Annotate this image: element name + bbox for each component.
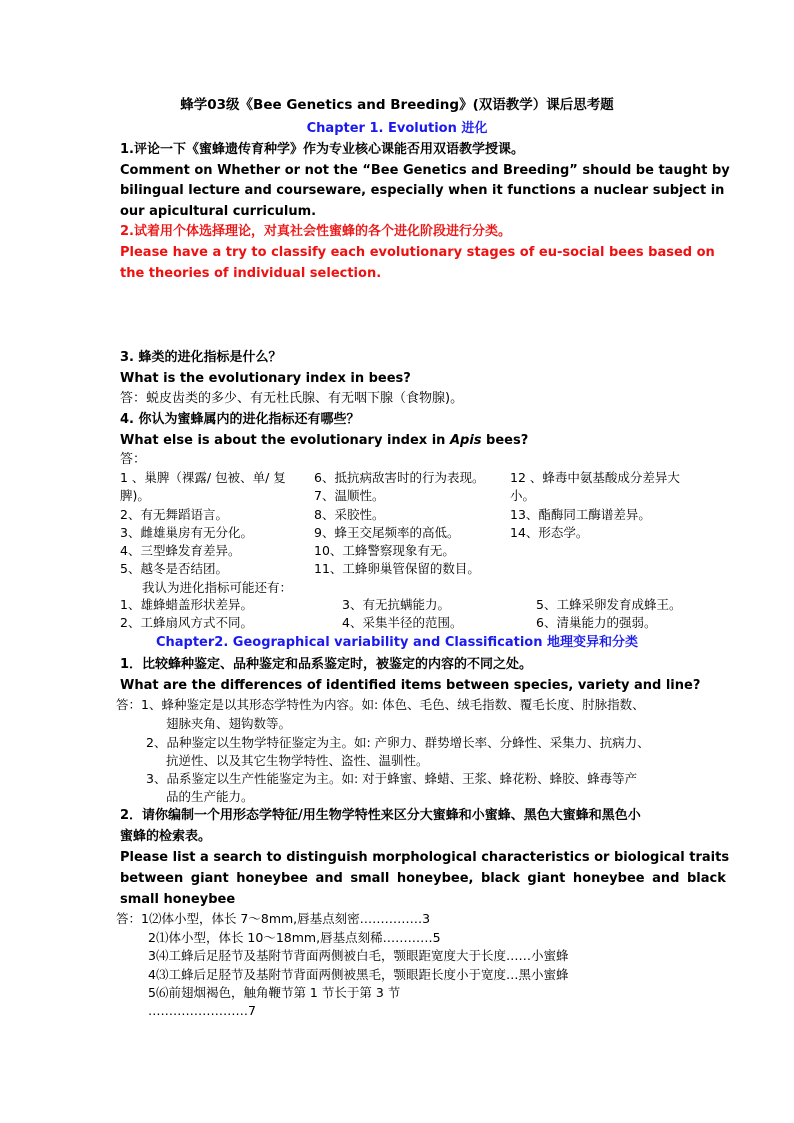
c2q1-chinese: 1．比较蜂种鉴定、品种鉴定和品系鉴定时，被鉴定的内容的不同之处。 [120, 657, 533, 672]
c2q1-answer-line: 抗逆性、以及其它生物学特性、盗性、温驯性。 [166, 753, 429, 768]
c2q2-english-line: Please list a search to distinguish morphological characteristics or biological traits [120, 850, 730, 865]
c2q1-english: What are the differences of identified items between species, variety and line? [120, 678, 701, 693]
q1-english-line: Comment on Whether or not the “Bee Genetics and Breeding” should be taught by [120, 163, 730, 178]
q3-answer: 答：蜕皮齿类的多少、有无杜氏腺、有无咽下腺（食物腺)。 [120, 391, 464, 406]
c2q1-answer-line: 品的生产能力。 [166, 789, 254, 804]
c2q2-chinese-line: 2．请你编制一个用形态学特征/用生物学特性来区分大蜜蜂和小蜜蜂、黑色大蜜蜂和黑色小 [120, 808, 641, 823]
q1-english-line: bilingual lecture and courseware, especially when it functions a nuclear subject in [120, 183, 725, 198]
key-line: ……………………7 [148, 1003, 256, 1018]
q2-english-line: the theories of individual selection. [120, 266, 382, 281]
q3-english: What is the evolutionary index in bees? [120, 371, 411, 386]
c2q2-english-line: between giant honeybee and small honeybee, black giant honeybee and black [120, 871, 726, 886]
q4-answer-label: 答： [120, 452, 147, 467]
chapter2-heading: Chapter2. Geographical variability and Classification 地理变异和分类 [155, 635, 639, 650]
key-line: 2⑴体小型，体长 10～18mm,唇基点刻稀…………5 [148, 930, 441, 945]
c2q1-answer-line: 3、品系鉴定以生产性能鉴定为主。如: 对于蜂蜜、蜂蜡、王浆、蜂花粉、蜂胶、蜂毒等产 [146, 771, 638, 786]
key-line: 答：1⑵体小型，体长 7～8mm,唇基点刻密……………3 [116, 911, 431, 926]
q4-english: What else is about the evolutionary index in Apis bees? [120, 433, 529, 448]
q3-chinese: 3. 蜂类的进化指标是什么？ [120, 350, 282, 365]
c2q1-answer-line: 翅脉夹角、翅钩数等。 [166, 716, 292, 731]
document-page: 蜂学03级《Bee Genetics and Breeding》(双语教学）课后思考题 Chapter 1. Evolution 进化 1.评论一下《蜜蜂遗传育种学》作为专业核心课能否用双语教学授课。 Comment on Whether or not the “Bee Genetics and Breeding” should be taught by bilingual lecture and courseware, especially when it functions a nuclear subject in our apicultural curriculum. 2.试着用个体选择理论，对真社会性蜜蜂的各个进化阶段进行分类。 Please have a try to classify each evolutionary stages of eu-social bees based on the theories of individual selection. 3. 蜂类的进化指标是什么？ What is the evolutionary index in bees? 答：蜕皮齿类的多少、有无杜氏腺、有无咽下腺（食物腺)。 4. 你认为蜜蜂属内的进化指标还有哪些？ What else is about the evolutionary index in Apis bees? 答： 1 、巢脾（裸露/ 包被、单/ 复 6、抵抗病敌害时的行为表现。 12 、蜂毒中氨基酸成分差异大 脾)。 7、温顺性。 小。 2、有无舞蹈语言。 8、采胶性。 13、酯酶同工酶谱差异。 3、雌雄巢房有无分化。 9、蜂王交尾频率的高低。 14、形态学。 4、三型蜂发育差异。 10、工蜂警察现象有无。 5、越冬是否结团。 11、工蜂卵巢管保留的数目。 我认为进化指标可能还有： 1、雄蜂蜡盖形状差异。 3、有无抗螨能力。 5、工蜂采卵发育成蜂王。 2、工蜂扇风方式不同。 4、采集半径的范围。 6、清巢能力的强弱。 Chapter2. Geographical variability and Classification 地理变异和分类 1．比较蜂种鉴定、品种鉴定和品系鉴定时，被鉴定的内容的不同之处。 What are the differences of identified items between species, variety and line? 答：1、蜂种鉴定是以其形态学特性为内容。如: 体色、毛色、绒毛指数、覆毛长度、肘脉指数、 翅脉夹角、翅钩数等。 2、品种鉴定以生物学特征鉴定为主。如: 产卵力、群势增长率、分蜂性、采集力、抗病力、 抗逆性、以及其它生物学特性、盗性、温驯性。 3、品系鉴定以生产性能鉴定为主。如: 对于蜂蜜、蜂蜡、王浆、蜂花粉、蜂胶、蜂毒等产 品的生产能力。 2．请你编制一个用形态学特征/用生物学特性来区分大蜜蜂和小蜜蜂、黑色大蜜蜂和黑色小 蜜蜂的检索表。 Please list a search to distinguish morphological characteristics or biological traits between giant honeybee and small honeybee, black giant honeybee and black small honeybee 答：1⑵体小型，体长 7～8mm,唇基点刻密……………3 2⑴体小型，体长 10～18mm,唇基点刻稀…………5 3⑷工蜂后足胫节及基附节背面两侧被白毛，颚眼距宽度大于长度……小蜜蜂 4⑶工蜂后足胫节及基附节背面两侧被黑毛，颚眼距长度小于宽度…黑小蜜蜂 5⑹前翅烟褐色，触角鞭节第 1 节长于第 3 节 ……………………7 [0, 0, 794, 1123]
document-title: 蜂学03级《Bee Genetics and Breeding》(双语教学）课后思考题 [180, 97, 614, 113]
c2q2-english-line: small honeybee [120, 892, 236, 907]
c2q1-answer-line: 答：1、蜂种鉴定是以其形态学特性为内容。如: 体色、毛色、绒毛指数、覆毛长度、肘脉指数、 [116, 697, 645, 712]
key-line: 4⑶工蜂后足胫节及基附节背面两侧被黑毛，颚眼距长度小于宽度…黑小蜜蜂 [148, 967, 569, 982]
key-line: 3⑷工蜂后足胫节及基附节背面两侧被白毛，颚眼距宽度大于长度……小蜜蜂 [148, 948, 569, 963]
q4-chinese: 4. 你认为蜜蜂属内的进化指标还有哪些？ [120, 412, 360, 427]
chapter1-heading: Chapter 1. Evolution 进化 [306, 121, 488, 136]
q1-chinese: 1.评论一下《蜜蜂遗传育种学》作为专业核心课能否用双语教学授课。 [120, 142, 524, 157]
key-line: 5⑹前翅烟褐色，触角鞭节第 1 节长于第 3 节 [148, 985, 401, 1000]
c2q2-chinese-line: 蜜蜂的检索表。 [120, 829, 212, 844]
q2-english-line: Please have a try to classify each evolutionary stages of eu-social bees based on [120, 245, 715, 260]
q1-english-line: our apicultural curriculum. [120, 204, 317, 219]
q2-chinese: 2.试着用个体选择理论，对真社会性蜜蜂的各个进化阶段进行分类。 [120, 224, 511, 239]
c2q1-answer-line: 2、品种鉴定以生物学特征鉴定为主。如: 产卵力、群势增长率、分蜂性、采集力、抗病力、 [146, 735, 650, 750]
think-more-label: 我认为进化指标可能还有： [142, 580, 293, 595]
